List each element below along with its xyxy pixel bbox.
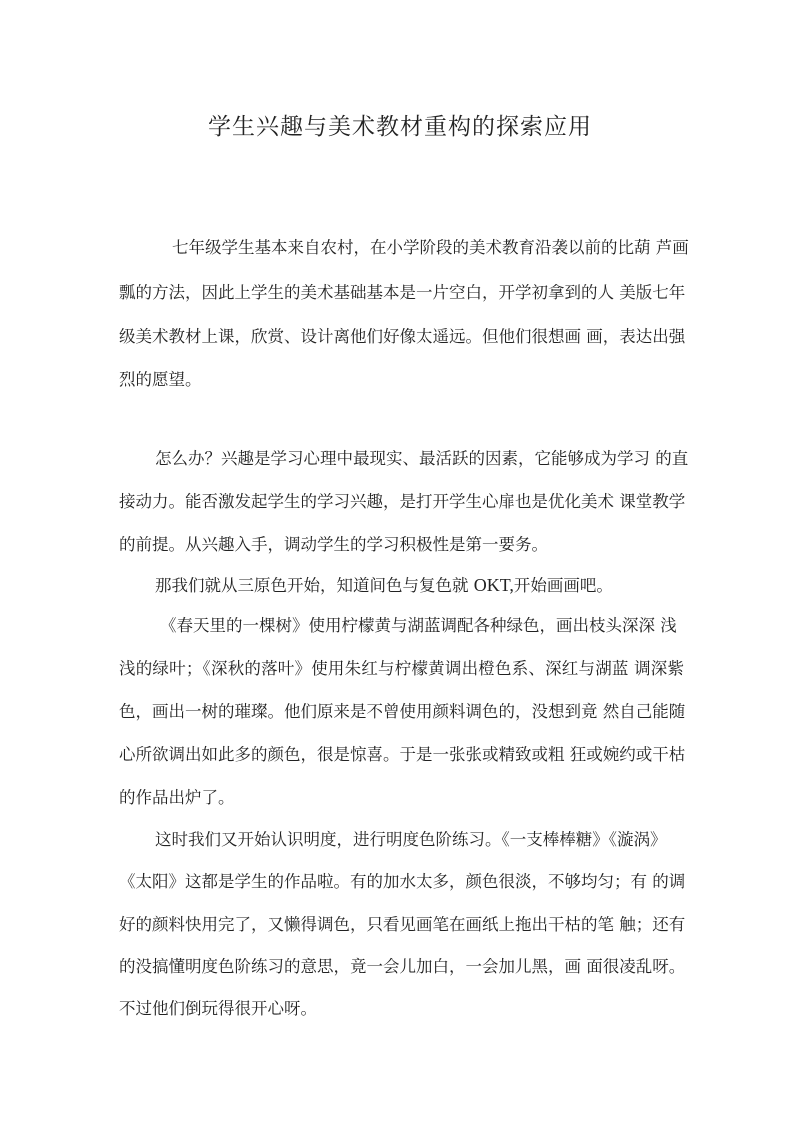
- paragraph-1-line-3: 级美术教材上课，欣赏、设计离他们好像太遥远。但他们很想画 画，表达出强: [119, 327, 686, 346]
- paragraph-5-line-4: 的没搞懂明度色阶练习的意思，竟一会儿加白，一会加儿黑，画 面很凌乱呀。: [119, 957, 686, 976]
- paragraph-3-latin-text: OKT,: [473, 575, 514, 595]
- paragraph-2-line-1: 怎么办？兴趣是学习心理中最现实、最活跃的因素，它能够成为学习 的直: [155, 449, 689, 468]
- paragraph-4-line-1: 《春天里的一棵树》使用柠檬黄与湖蓝调配各种绿色，画出枝头深深 浅: [160, 616, 677, 635]
- paragraph-3-text-after: 开始画画吧。: [513, 576, 613, 595]
- paragraph-1-line-2: 瓢的方法，因此上学生的美术基础基本是一片空白，开学初拿到的人 美版七年: [119, 283, 686, 302]
- paragraph-2-line-3: 的前提。从兴趣入手，调动学生的学习积极性是第一要务。: [119, 535, 548, 554]
- paragraph-5-line-1: 这时我们又开始认识明度，进行明度色阶练习。《一支棒棒糖》《漩涡》: [155, 830, 667, 849]
- paragraph-3-text-before: 那我们就从三原色开始，知道间色与复色就: [155, 576, 474, 595]
- paragraph-5-line-2: 《太阳》这都是学生的作品啦。有的加水太多，颜色很淡，不够均匀；有 的调: [119, 872, 686, 891]
- paragraph-5-line-5: 不过他们倒玩得很开心呀。: [119, 999, 317, 1018]
- document-title: 学生兴趣与美术教材重构的探索应用: [208, 114, 592, 140]
- paragraph-2-line-2: 接动力。能否激发起学生的学习兴趣，是打开学生心扉也是优化美术 课堂教学: [119, 492, 686, 511]
- paragraph-4-line-2: 浅的绿叶；《深秋的落叶》使用朱红与柠檬黄调出橙色系、深红与湖蓝 调深紫: [119, 659, 684, 678]
- paragraph-1-line-4: 烈的愿望。: [119, 370, 202, 389]
- paragraph-5-line-3: 好的颜料快用完了，又懒得调色，只看见画笔在画纸上拖出干枯的笔 触；还有: [119, 915, 686, 934]
- paragraph-1-line-1: 七年级学生基本来自农村，在小学阶段的美术教育沿袭以前的比葫 芦画: [172, 238, 689, 257]
- paragraph-3-line-1: [155, 573, 684, 598]
- paragraph-4-line-5: 的作品出炉了。: [119, 788, 235, 807]
- paragraph-4-line-4: 心所欲调出如此多的颜色，很是惊喜。于是一张张或精致或粗 狂或婉约或干枯: [119, 745, 686, 764]
- paragraph-4-line-3: 色，画出一树的璀璨。他们原来是不曾使用颜料调色的，没想到竟 然自己能随: [119, 702, 686, 721]
